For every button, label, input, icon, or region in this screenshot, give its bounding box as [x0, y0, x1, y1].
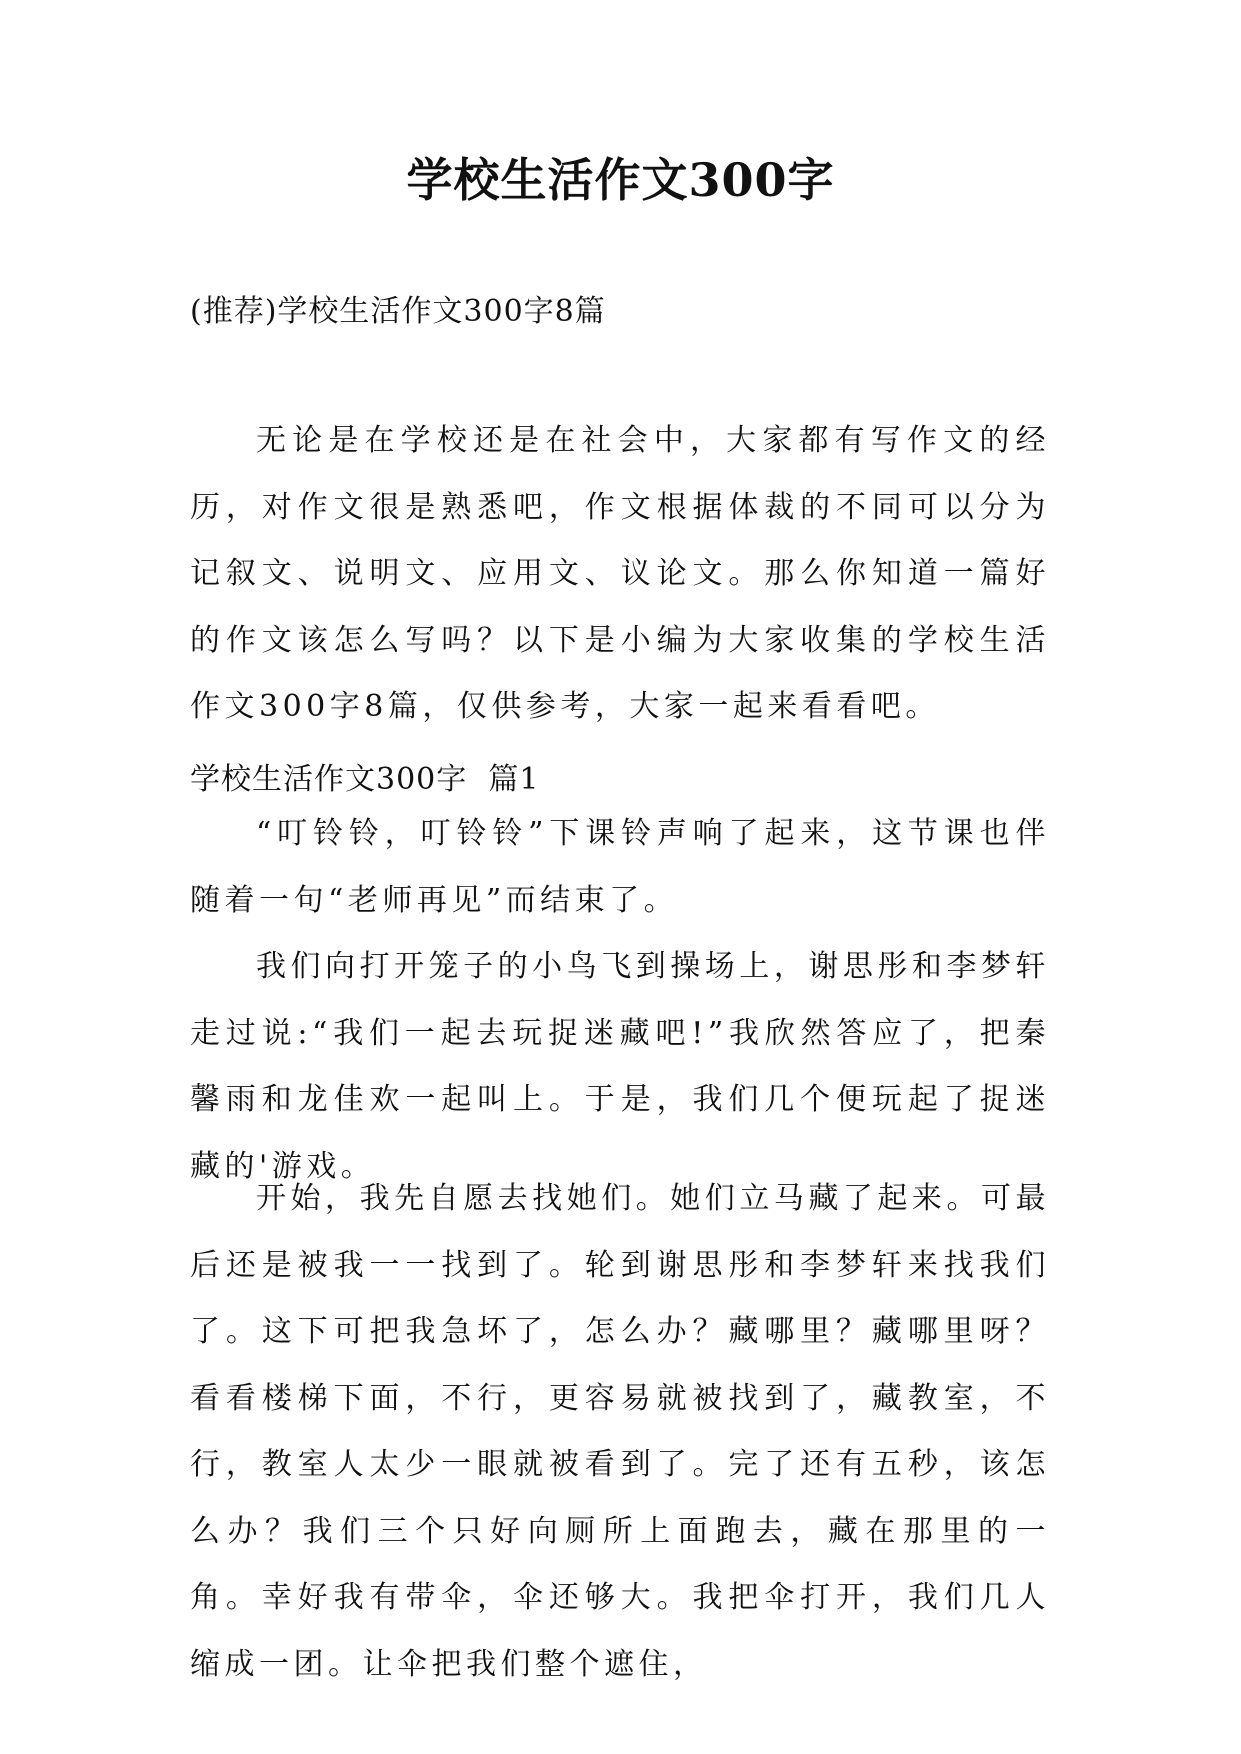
- document-subtitle: (推荐)学校生活作文300字8篇: [190, 294, 606, 329]
- body-paragraph: 我们向打开笼子的小鸟飞到操场上，谢思彤和李梦轩走过说:“我们一起去玩捉迷藏吧!”我欣然答应了，把秦馨雨和龙佳欢一起叫上。于是，我们几个便玩起了捉迷藏的'游戏。: [190, 949, 1050, 1184]
- body-paragraph: “叮铃铃，叮铃铃”下课铃声响了起来，这节课也伴随着一句“老师再见”而结束了。: [190, 816, 1050, 918]
- intro-paragraph: 无论是在学校还是在社会中，大家都有写作文的经历，对作文很是熟悉吧，作文根据体裁的不同可以分为记叙文、说明文、应用文、议论文。那么你知道一篇好的作文该怎么写吗？以下是小编为大家收集的学校生活作文300字8篇，仅供参考，大家一起来看看吧。: [190, 423, 1050, 724]
- body-paragraph: 开始，我先自愿去找她们。她们立马藏了起来。可最后还是被我一一找到了。轮到谢思彤和李梦轩来找我们了。这下可把我急坏了，怎么办？藏哪里？藏哪里呀？看看楼梯下面，不行，更容易就被找到了，藏教室，不行，教室人太少一眼就被看到了。完了还有五秒，该怎么办？我们三个只好向厕所上面跑去，藏在那里的一角。幸好我有带伞，伞还够大。我把伞打开，我们几人缩成一团。让伞把我们整个遮住，: [190, 1181, 1050, 1682]
- document-title: 学校生活作文300字: [406, 153, 835, 207]
- section-heading: 学校生活作文300字 篇1: [190, 762, 540, 797]
